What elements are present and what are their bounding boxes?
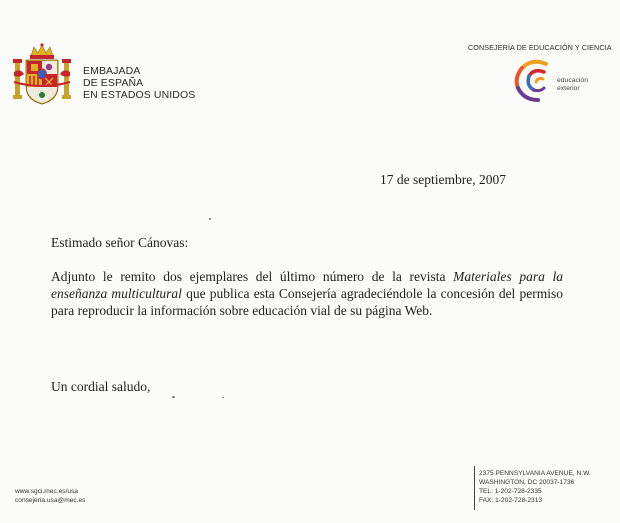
- edu-logo-text-line-2: exterior: [557, 85, 580, 92]
- edu-logo-text-line-1: educación: [557, 77, 588, 84]
- footer-address: [479, 469, 591, 505]
- magazine-title: Materiales para la enseñanza multicultural: [51, 269, 563, 301]
- edu-logo-text: [557, 77, 588, 93]
- scan-speck: [222, 397, 224, 398]
- ministry-name: CONSEJERÍA DE EDUCACIÓN Y CIENCIA: [468, 43, 612, 52]
- footer-tel: TEL: 1-202-728-2335: [479, 488, 542, 495]
- embassy-line-2: DE ESPAÑA: [83, 77, 144, 89]
- footer-divider: [474, 466, 475, 510]
- embassy-name: [83, 65, 195, 101]
- footer-contact-web: [15, 487, 85, 505]
- scan-speck: [209, 218, 211, 220]
- body-text-2: que publica esta Consejería agradeciéndole la concesión del permiso para reproducir la información sobre educación vial de su página Web.: [51, 286, 563, 318]
- footer-address-line-2: WASHINGTON, DC 20037-1736: [479, 479, 575, 486]
- educacion-exterior-logo-icon: [510, 56, 560, 106]
- embassy-line-3: EN ESTADOS UNIDOS: [83, 89, 196, 101]
- letter-body: [51, 268, 563, 319]
- footer-address-line-1: 2375 PENNSYLVANIA AVENUE, N.W.: [479, 470, 591, 477]
- letter-date: 17 de septiembre, 2007: [380, 172, 506, 187]
- letter-salutation: Estimado señor Cánovas:: [51, 235, 189, 250]
- footer-website: www.sgci.mec.es/usa: [15, 488, 79, 495]
- spanish-coat-of-arms-icon: [12, 42, 72, 108]
- embassy-line-1: EMBAJADA: [83, 65, 141, 77]
- letter-closing: Un cordial saludo,: [51, 379, 151, 394]
- scan-speck: [172, 396, 175, 398]
- footer-email: consejeria.usa@mec.es: [15, 497, 86, 504]
- footer-fax: FAX: 1-202-728-2313: [479, 497, 543, 504]
- body-text-1: Adjunto le remito dos ejemplares del último número de la revista: [51, 269, 454, 284]
